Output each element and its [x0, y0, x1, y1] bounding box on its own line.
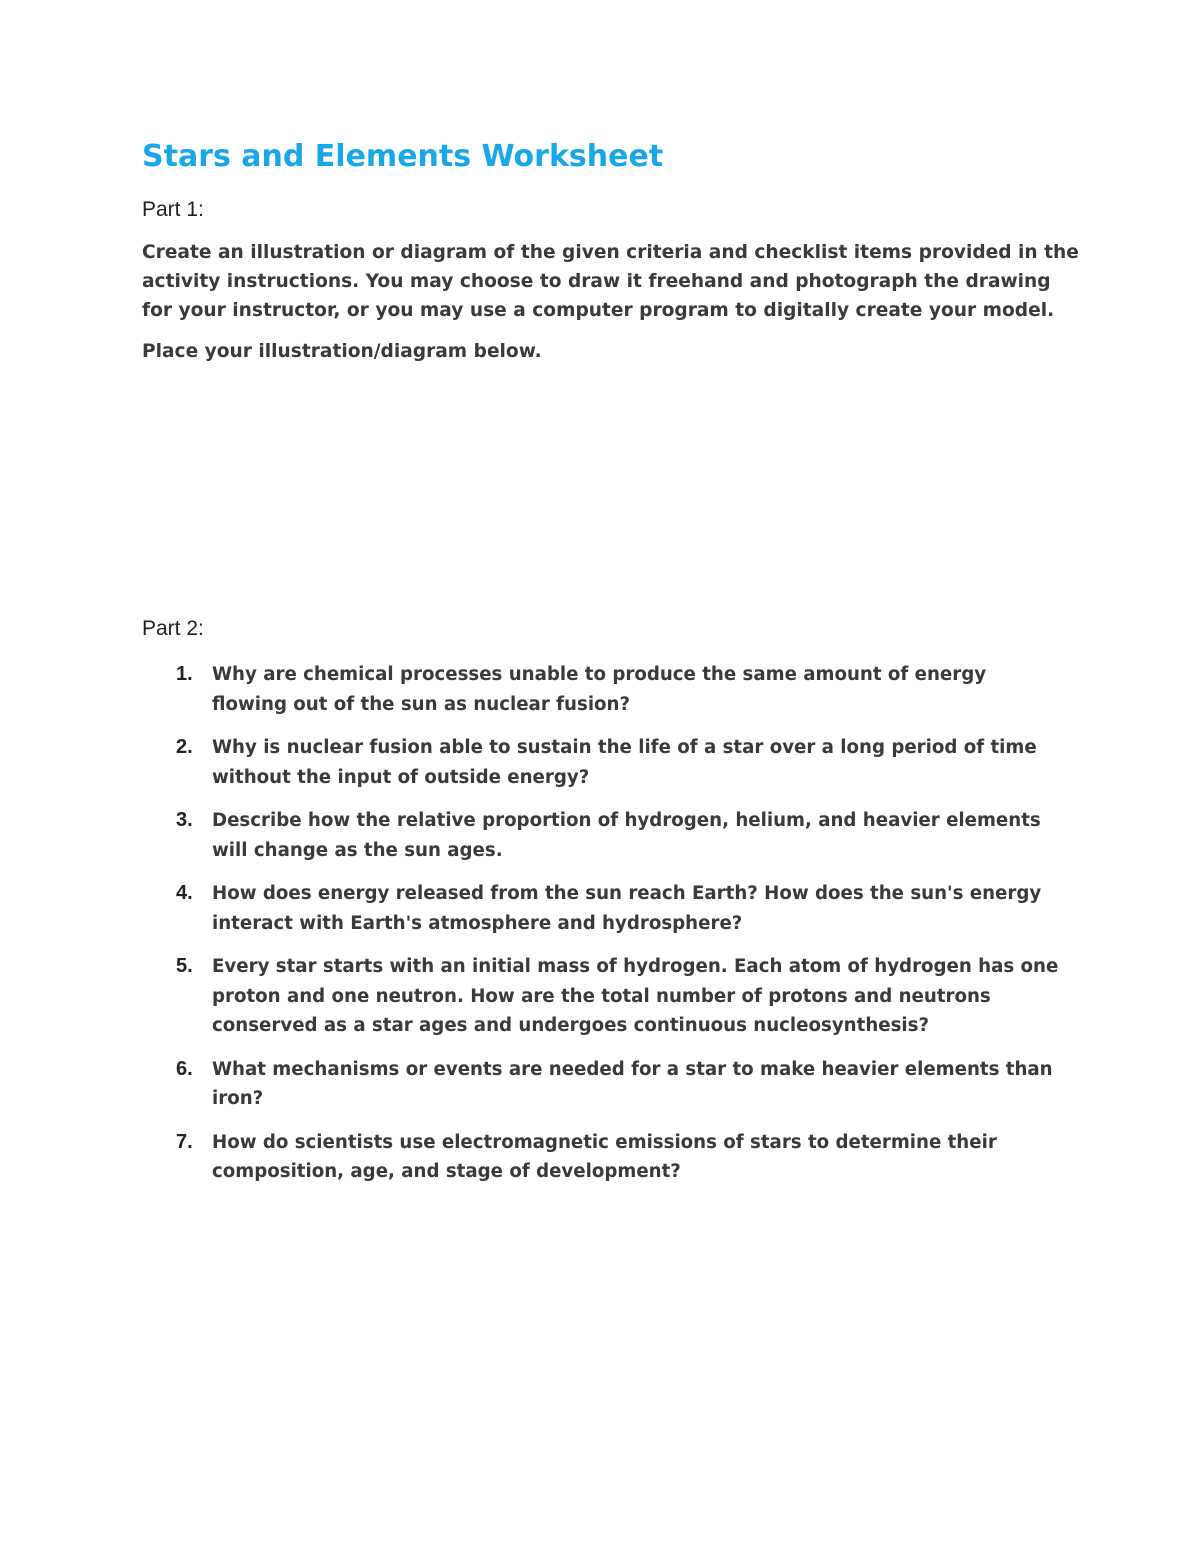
- question-text-line: Why are chemical processes unable to produce the same amount of energy: [212, 664, 987, 685]
- part1-heading: Part 1:: [142, 198, 204, 221]
- question-number: 1.: [176, 663, 193, 685]
- place-illustration-prompt: Place your illustration/diagram below.: [142, 341, 542, 362]
- instruction-line: Create an illustration or diagram of the given criteria and checklist items provided in the: [142, 242, 1079, 263]
- question-text-line: How do scientists use electromagnetic emissions of stars to determine their: [212, 1131, 997, 1153]
- instruction-line: activity instructions. You may choose to draw it freehand and photograph the drawing: [142, 271, 1051, 292]
- question-text-line: How does energy released from the sun reach Earth? How does the sun's energy: [212, 883, 1042, 904]
- question-item: [142, 1055, 1072, 1114]
- question-text-line: conserved as a star ages and undergoes continuous nucleosynthesis?: [212, 1015, 930, 1036]
- question-text-line: What mechanisms or events are needed for a star to make heavier elements than: [212, 1058, 1053, 1080]
- question-text-line: proton and one neutron. How are the total number of protons and neutrons: [212, 985, 991, 1007]
- question-item: [142, 952, 1072, 1041]
- question-item: [142, 1128, 1072, 1187]
- question-text-line: interact with Earth's atmosphere and hydrosphere?: [212, 912, 743, 934]
- question-item: [142, 660, 1072, 719]
- illustration-area[interactable]: [142, 380, 1062, 600]
- question-number: 3.: [176, 809, 193, 831]
- question-number: 7.: [176, 1130, 193, 1153]
- question-item: [142, 879, 1072, 938]
- question-item: [142, 806, 1072, 865]
- question-number: 2.: [176, 736, 193, 758]
- question-item: [142, 733, 1072, 792]
- question-text-line: iron?: [212, 1088, 264, 1109]
- question-text-line: without the input of outside energy?: [212, 766, 590, 788]
- question-number: 5.: [176, 955, 193, 977]
- question-text-line: composition, age, and stage of development?: [212, 1161, 681, 1182]
- question-number: 6.: [176, 1057, 193, 1080]
- question-list: [142, 660, 1072, 1201]
- question-text-line: will change as the sun ages.: [212, 839, 503, 861]
- question-number: 4.: [176, 882, 193, 904]
- part2-heading: Part 2:: [142, 617, 204, 640]
- part1-instructions: [142, 238, 1079, 325]
- question-text-line: Why is nuclear fusion able to sustain the life of a star over a long period of time: [212, 737, 1037, 758]
- page-title: Stars and Elements Worksheet: [142, 139, 664, 174]
- question-text-line: Describe how the relative proportion of hydrogen, helium, and heavier elements: [212, 810, 1041, 831]
- question-text-line: Every star starts with an initial mass of hydrogen. Each atom of hydrogen has one: [212, 956, 1059, 977]
- question-text-line: flowing out of the sun as nuclear fusion?: [212, 693, 631, 715]
- instruction-line: for your instructor, or you may use a computer program to digitally create your model.: [142, 300, 1055, 321]
